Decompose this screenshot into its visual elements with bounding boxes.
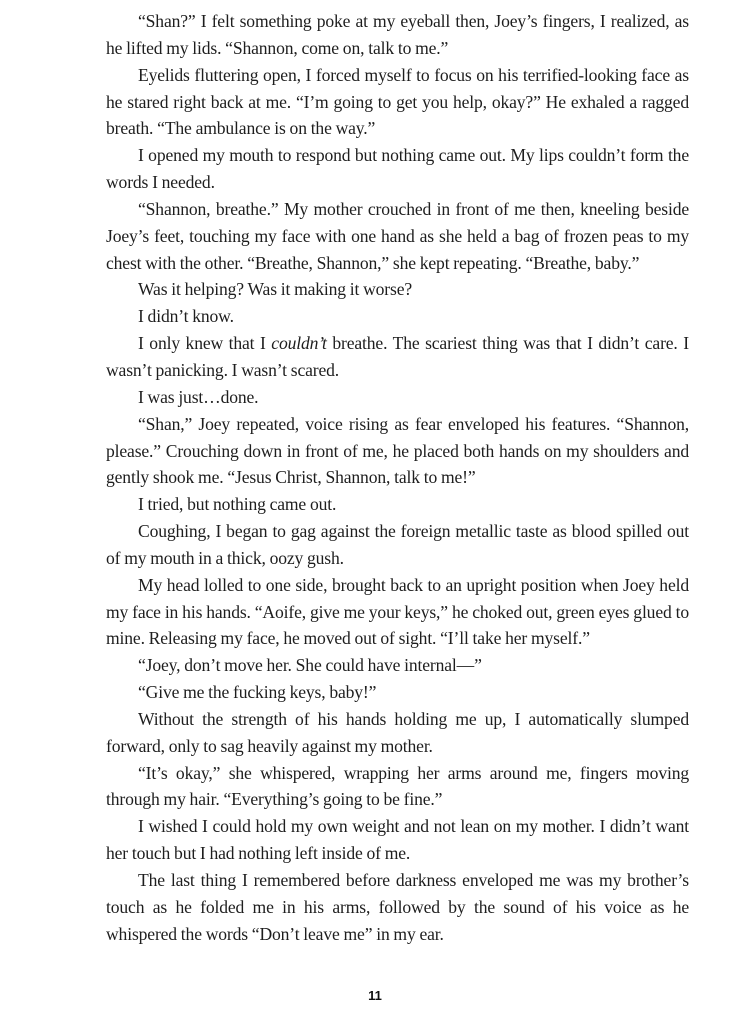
paragraph-14: “Give me the fucking keys, baby!”	[138, 682, 377, 703]
paragraph-5: Was it helping? Was it making it worse?	[138, 279, 413, 300]
paragraph-9: “Shan,” Joey repeated, voice rising as fear enveloped his features. “Shannon, please.” Crouching down in front of me, he placed both hands on my shoulders and gently shook me. “Jesus Christ, Shannon, talk to me!”	[106, 413, 689, 488]
page-number: 11	[368, 988, 382, 1003]
paragraph-18: The last thing I remembered before darkness enveloped me was my brother’s touch as he folded me in his arms, followed by the sound of his voice as he whispered the words “Don’t leave me” in my ear.	[106, 870, 689, 944]
paragraph-17: I wished I could hold my own weight and not lean on my mother. I didn’t want her touch but I had nothing left inside of me.	[106, 816, 689, 864]
paragraph-15: Without the strength of his hands holding me up, I automatically slumped forward, only to sag heavily against my mother.	[106, 708, 689, 756]
paragraph-7-after: breathe. The scariest thing was that I didn’t care. I wasn’t panicking. I wasn’t scared.	[106, 333, 689, 380]
paragraph-16: “It’s okay,” she whispered, wrapping her arms around me, fingers moving through my hair. “Everything’s going to be fine.”	[106, 762, 689, 810]
paragraph-1: “Shan?” I felt something poke at my eyeball then, Joey’s fingers, I realized, as he lifted my lids. “Shannon, come on, talk to me.”	[106, 11, 689, 58]
italic-emphasis: couldn’t	[271, 333, 327, 354]
paragraph-3: I opened my mouth to respond but nothing came out. My lips couldn’t form the words I needed.	[106, 145, 689, 193]
paragraph-8: I was just…done.	[138, 386, 259, 407]
paragraph-7	[106, 330, 689, 384]
paragraph-6: I didn’t know.	[138, 306, 234, 327]
paragraph-10: I tried, but nothing came out.	[138, 494, 337, 515]
paragraph-4: “Shannon, breathe.” My mother crouched in front of me then, kneeling beside Joey’s feet, touching my face with one hand as she held a bag of frozen peas to my chest with the other. “Breathe, Shannon,” she kept repeating. “Breathe, baby.”	[106, 198, 689, 273]
paragraph-2: Eyelids fluttering open, I forced myself to focus on his terrified-looking face as he stared right back at me. “I’m going to get you help, okay?” He exhaled a ragged breath. “The ambulance is on the way.”	[106, 64, 689, 139]
page-body-text	[106, 8, 689, 948]
paragraph-12: My head lolled to one side, brought back to an upright position when Joey held my face in his hands. “Aoife, give me your keys,” he choked out, green eyes glued to mine. Releasing my face, he moved out of sight. “I’ll take her myself.”	[106, 574, 689, 649]
paragraph-7-before: I only knew that I	[138, 333, 272, 354]
paragraph-11: Coughing, I began to gag against the foreign metallic taste as blood spilled out of my mouth in a thick, oozy gush.	[106, 521, 689, 568]
paragraph-13: “Joey, don’t move her. She could have internal—”	[138, 655, 482, 676]
